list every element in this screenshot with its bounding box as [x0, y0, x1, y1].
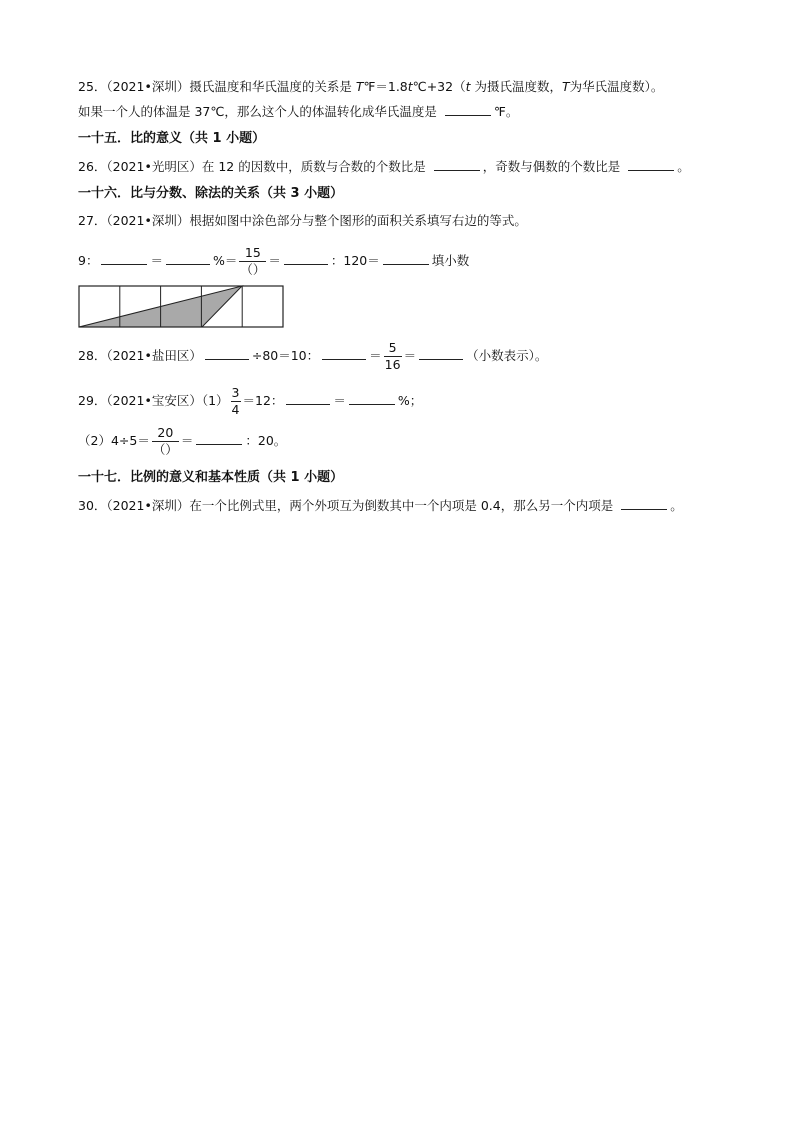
q29-blank-3[interactable]: [196, 432, 242, 445]
q26-blank-2[interactable]: [628, 158, 674, 171]
q28-blank-3[interactable]: [419, 347, 463, 360]
q26-text-a: 在 12 的因数中，质数与合数的个数比是: [201, 159, 426, 174]
q28-line: [78, 339, 547, 373]
q29-fraction-1-numerator: 3: [231, 385, 240, 400]
q27-blank-2[interactable]: [166, 252, 210, 265]
q29-source: （2021•宝安区）: [106, 393, 202, 408]
q27-text: 根据如图中涂色部分与整个图形的面积关系填写右边的等式。: [189, 213, 527, 228]
q28-eq-1: ＝: [369, 348, 382, 363]
q30-text: 在一个比例式里，两个外项互为倒数其中一个内项是 0.4，那么另一个内项是: [189, 498, 614, 513]
q27-number: 27．: [78, 213, 107, 228]
q29-line2: [78, 424, 286, 458]
q27-source: （2021•深圳）: [106, 213, 190, 228]
q25-text-d: 为摄氏温度数，: [470, 79, 562, 94]
section-16-heading: 一十六．比与分数、除法的关系（共 3 小题）: [78, 186, 344, 201]
q28-fraction-numerator: 5: [384, 340, 402, 357]
q27-percent: %＝: [212, 253, 238, 268]
q27-colon-120: ：120＝: [330, 253, 380, 268]
q27-equation: [78, 244, 469, 278]
q29-blank-1[interactable]: [286, 392, 330, 405]
q26-text-b: ，奇数与偶数的个数比是: [482, 159, 621, 174]
section-17-heading: 一十七．比例的意义和基本性质（共 1 小题）: [78, 470, 344, 485]
q25-var-T2: T: [561, 79, 570, 94]
q25-line2-text: 如果一个人的体温是 37℃，那么这个人的体温转化成华氏温度是: [78, 104, 437, 119]
q29-blank-2[interactable]: [349, 392, 395, 405]
q27-nine: 9：: [78, 253, 99, 268]
q28-tail: （小数表示）。: [466, 348, 548, 363]
q27-tail: 填小数: [431, 253, 470, 268]
q26-text-c: 。: [677, 159, 690, 174]
q28-fraction: [384, 340, 402, 373]
q28-source: （2021•盐田区）: [106, 348, 202, 363]
q29-fraction-1: [231, 385, 241, 418]
q28-div80: ÷80＝10：: [251, 348, 320, 363]
q29-fraction-2: [152, 425, 179, 458]
q26-blank-1[interactable]: [434, 158, 480, 171]
q27-fraction: [239, 245, 266, 278]
q29-percent: %；: [397, 393, 423, 408]
q30-number: 30．: [78, 498, 107, 513]
q30-line: [78, 497, 683, 515]
q27-eq-2: ＝: [268, 253, 281, 268]
q27-line: [78, 212, 527, 230]
q27-fraction-denominator[interactable]: （）: [240, 262, 266, 277]
q25-text-a: 摄氏温度和华氏温度的关系是: [189, 79, 356, 94]
q25-number: 25．: [78, 79, 107, 94]
q25-text-b: ℉＝1.8: [363, 79, 408, 94]
q25-var-t: t: [407, 79, 413, 94]
q30-blank[interactable]: [621, 497, 667, 510]
q25-line2: [78, 103, 518, 121]
q28-eq-2: ＝: [403, 348, 417, 363]
q25-source: （2021•深圳）: [106, 79, 190, 94]
q29-part2-text: （2）4÷5＝: [78, 433, 150, 448]
q28-blank-1[interactable]: [205, 347, 249, 360]
q30-source: （2021•深圳）: [106, 498, 190, 513]
q27-blank-1[interactable]: [101, 252, 147, 265]
q26-number: 26．: [78, 159, 107, 174]
q29-eq: ＝: [333, 393, 346, 408]
q27-fraction-numerator: 15: [239, 245, 266, 262]
q28-number: 28．: [78, 348, 107, 363]
q27-blank-4[interactable]: [383, 252, 429, 265]
q25-var-T: T: [355, 79, 364, 94]
q25-line1: [78, 78, 663, 96]
q29-fraction-2-denominator[interactable]: （）: [152, 442, 178, 457]
q25-answer-blank[interactable]: [445, 103, 491, 116]
q28-blank-2[interactable]: [322, 347, 366, 360]
q29-fraction-2-numerator: 20: [152, 425, 179, 442]
q30-end: 。: [670, 498, 683, 513]
q29-text-c: ：20。: [245, 433, 287, 448]
q29-eq-2: ＝: [180, 433, 194, 448]
q25-unit: ℉。: [493, 104, 519, 119]
q27-eq-1: ＝: [150, 253, 163, 268]
q26-line: [78, 158, 690, 176]
q27-shaded-figure: [78, 285, 284, 329]
q25-text-c: ℃+32（: [412, 79, 466, 94]
q29-part1-label: （1）: [201, 393, 229, 408]
q29-text-a: ＝12：: [242, 393, 284, 408]
section-15-heading: 一十五．比的意义（共 1 小题）: [78, 131, 266, 146]
q25-text-e: 为华氏温度数）。: [569, 79, 664, 94]
q26-source: （2021•光明区）: [106, 159, 202, 174]
q28-fraction-denominator: 16: [384, 357, 401, 372]
q25-var-t2: t: [465, 79, 471, 94]
q29-fraction-1-denominator: 4: [231, 402, 240, 417]
q29-number: 29．: [78, 393, 107, 408]
q29-line1: [78, 384, 422, 418]
q27-blank-3[interactable]: [284, 252, 328, 265]
